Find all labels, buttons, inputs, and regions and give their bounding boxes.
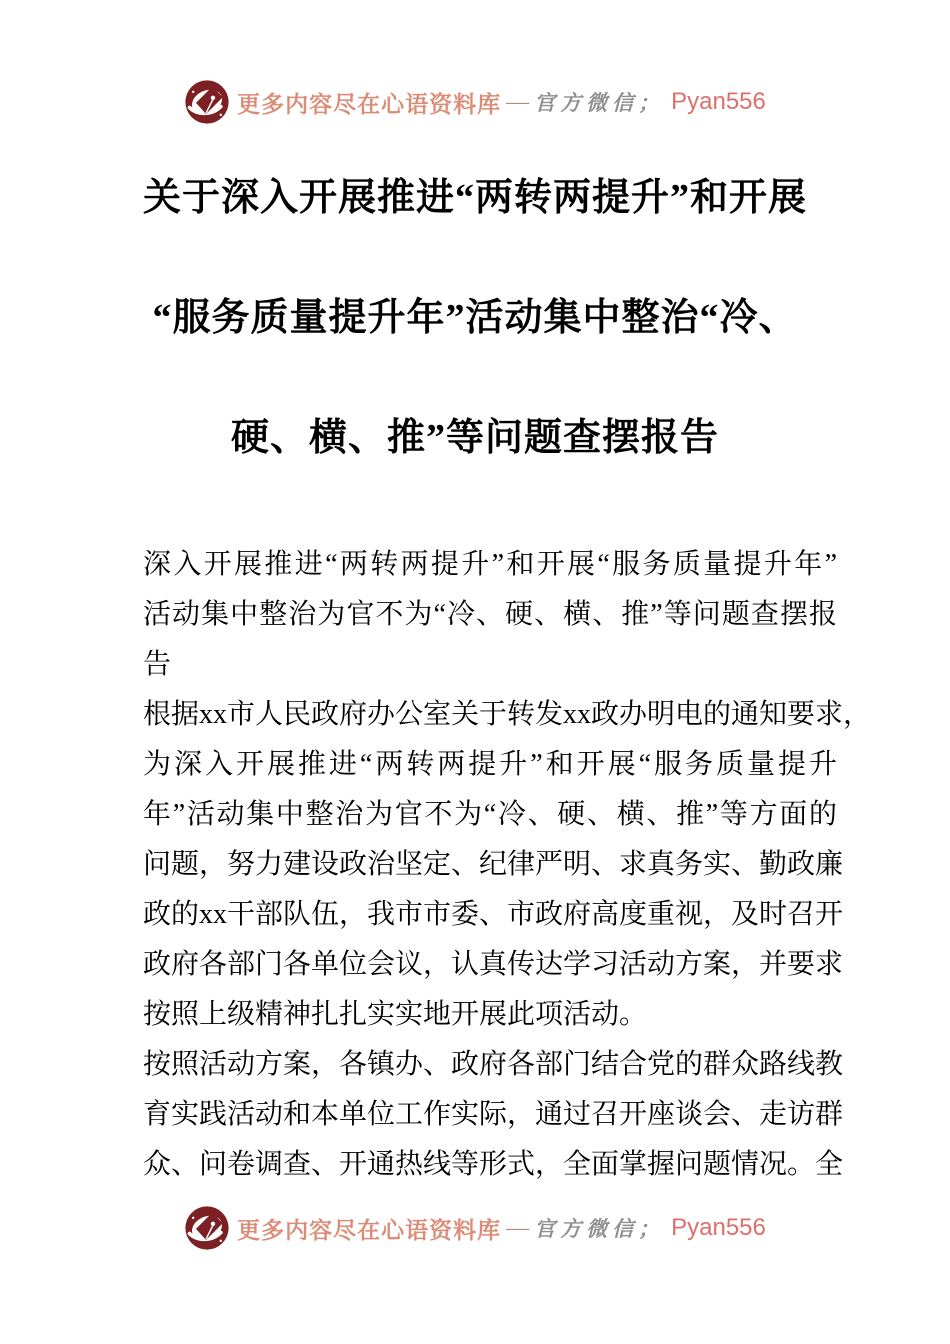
body-line: 活动集中整治为官不为“冷、硬、横、推”等问题查摆报: [143, 599, 837, 630]
document-body: [143, 540, 872, 1190]
body-line: 政府各部门各单位会议，认真传达学习活动方案，并要求: [143, 949, 844, 980]
pen-nib-swirl-logo-icon: [184, 1205, 230, 1251]
footer-watermark: [0, 1202, 950, 1254]
title-line: 硬、横、推”等问题查摆报告: [230, 417, 719, 459]
body-line: 按照活动方案，各镇办、政府各部门结合党的群众路线教: [143, 1049, 844, 1080]
wechat-id: Pyan556: [671, 1214, 766, 1241]
pen-nib-swirl-logo-icon: [184, 79, 230, 125]
body-line: 年”活动集中整治为官不为“冷、硬、横、推”等方面的: [143, 799, 837, 830]
title-line: 关于深入开展推进“两转两提升”和开展: [142, 177, 807, 219]
header-watermark: [0, 76, 950, 128]
brand-separator: —: [506, 1215, 530, 1240]
body-line: 按照上级精神扎扎实实地开展此项活动。: [143, 999, 648, 1030]
brand-separator: —: [506, 89, 530, 114]
body-line: 深入开展推进“两转两提升”和开展“服务质量提升年”: [143, 549, 837, 580]
body-line: 众、问卷调查、开通热线等形式，全面掌握问题情况。全: [143, 1149, 844, 1180]
wechat-label: 官方微信；: [534, 1217, 665, 1241]
title-line: “服务质量提升年”活动集中整治“冷、: [152, 297, 798, 339]
body-line: 为深入开展推进“两转两提升”和开展“服务质量提升: [143, 749, 837, 780]
body-line: 根据xx市人民政府办公室关于转发xx政办明电的通知要求，: [143, 699, 872, 730]
wechat-id: Pyan556: [671, 88, 766, 115]
brand-text: 更多内容尽在心语资料库: [237, 91, 502, 117]
body-line: 政的xx干部队伍，我市市委、市政府高度重视，及时召开: [143, 899, 844, 930]
body-line: 问题，努力建设政治坚定、纪律严明、求真务实、勤政廉: [143, 849, 844, 880]
wechat-label: 官方微信；: [534, 91, 665, 115]
body-line: 告: [143, 649, 172, 680]
body-line: 育实践活动和本单位工作实际，通过召开座谈会、走访群: [143, 1099, 844, 1130]
document-title: [75, 138, 875, 498]
brand-text: 更多内容尽在心语资料库: [237, 1217, 502, 1243]
